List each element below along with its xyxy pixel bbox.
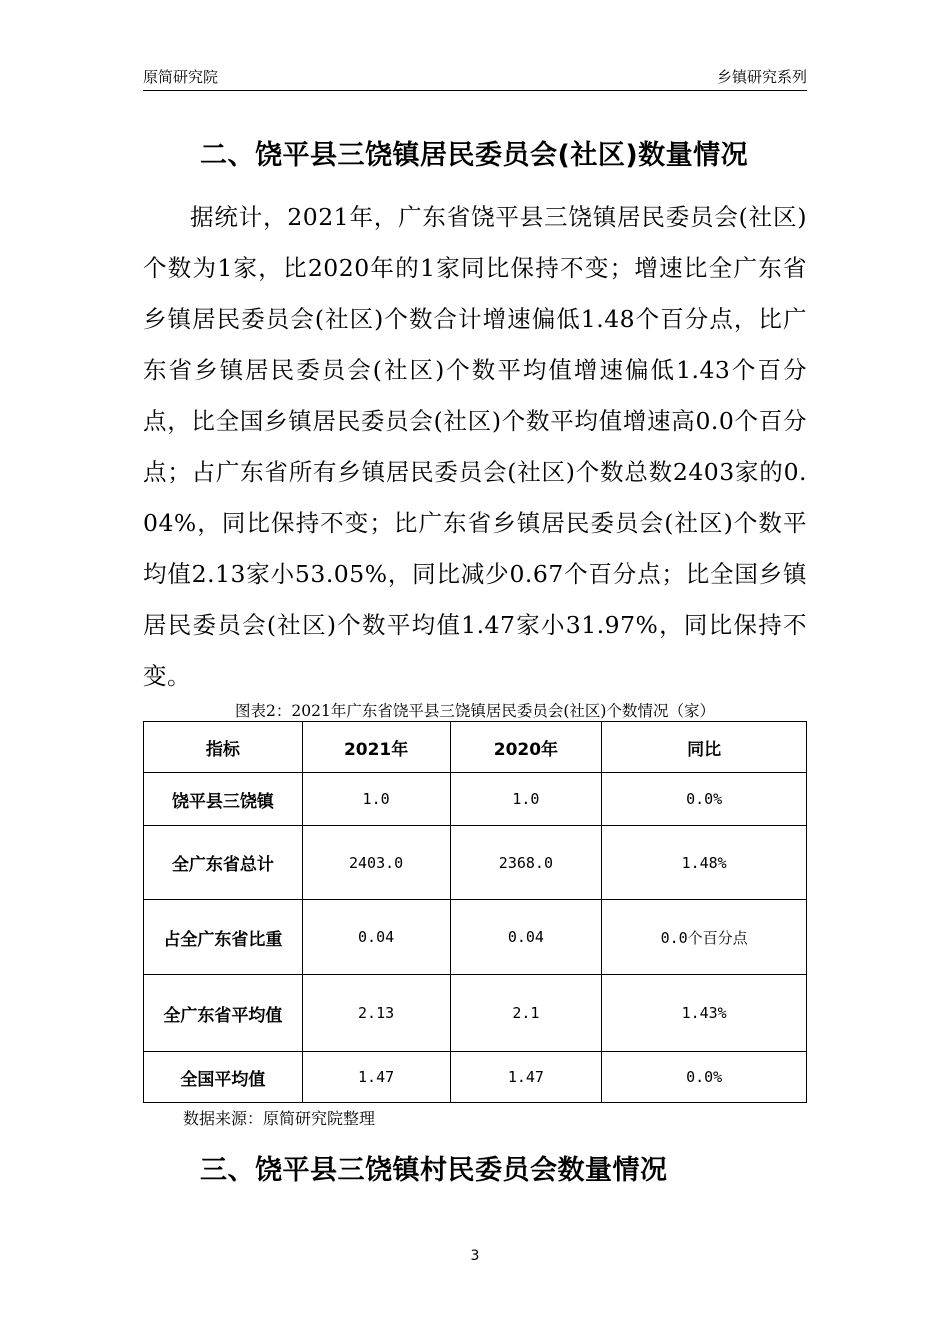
cell-2020: 1.0 xyxy=(450,773,602,826)
cell-2021: 0.04 xyxy=(302,900,450,975)
cell-yoy: 1.48% xyxy=(602,826,807,900)
header-2021: 2021年 xyxy=(302,722,450,773)
cell-yoy: 0.0个百分点 xyxy=(602,900,807,975)
cell-2020: 2368.0 xyxy=(450,826,602,900)
cell-2020: 0.04 xyxy=(450,900,602,975)
table-header-row xyxy=(144,722,807,773)
section-2-paragraph: 据统计，2021年，广东省饶平县三饶镇居民委员会(社区)个数为1家，比2020年的1家同比保持不变；增速比全广东省乡镇居民委员会(社区)个数合计增速偏低1.48个百分点，比广东省乡镇居民委员会(社区)个数平均值增速偏低1.43个百分点，比全国乡镇居民委员会(社区)个数平均值增速高0.0个百分点；占广东省所有乡镇居民委员会(社区)个数总数2403家的0.04%，同比保持不变；比广东省乡镇居民委员会(社区)个数平均值2.13家小53.05%，同比减少0.67个百分点；比全国乡镇居民委员会(社区)个数平均值1.47家小31.97%，同比保持不变。 xyxy=(143,203,807,690)
row-label: 全广东省平均值 xyxy=(144,975,303,1052)
table-row xyxy=(144,900,807,975)
cell-2021: 1.47 xyxy=(302,1052,450,1103)
table-source: 数据来源：原简研究院整理 xyxy=(183,1109,376,1128)
cell-yoy: 0.0% xyxy=(602,773,807,826)
row-label: 全广东省总计 xyxy=(144,826,303,900)
cell-yoy: 0.0% xyxy=(602,1052,807,1103)
cell-yoy: 1.43% xyxy=(602,975,807,1052)
header-yoy: 同比 xyxy=(602,722,807,773)
cell-2020: 2.1 xyxy=(450,975,602,1052)
section-2-heading: 二、饶平县三饶镇居民委员会(社区)数量情况 xyxy=(200,140,749,171)
header-2020: 2020年 xyxy=(450,722,602,773)
table-row xyxy=(144,975,807,1052)
row-label: 全国平均值 xyxy=(144,1052,303,1103)
row-label: 占全广东省比重 xyxy=(144,900,303,975)
header-indicator: 指标 xyxy=(144,722,303,773)
section-3-heading: 三、饶平县三饶镇村民委员会数量情况 xyxy=(200,1155,668,1186)
row-label: 饶平县三饶镇 xyxy=(144,773,303,826)
cell-2020: 1.47 xyxy=(450,1052,602,1103)
header-right-text: 乡镇研究系列 xyxy=(716,68,807,86)
table-caption: 图表2：2021年广东省饶平县三饶镇居民委员会(社区)个数情况（家） xyxy=(235,702,715,720)
table-row xyxy=(144,773,807,826)
table-row xyxy=(144,1052,807,1103)
cell-2021: 2403.0 xyxy=(302,826,450,900)
page-header xyxy=(143,62,807,91)
cell-2021: 1.0 xyxy=(302,773,450,826)
cell-2021: 2.13 xyxy=(302,975,450,1052)
page-number: 3 xyxy=(470,1248,480,1264)
header-left-text: 原简研究院 xyxy=(143,68,219,86)
data-table xyxy=(143,721,807,1103)
table-row xyxy=(144,826,807,900)
